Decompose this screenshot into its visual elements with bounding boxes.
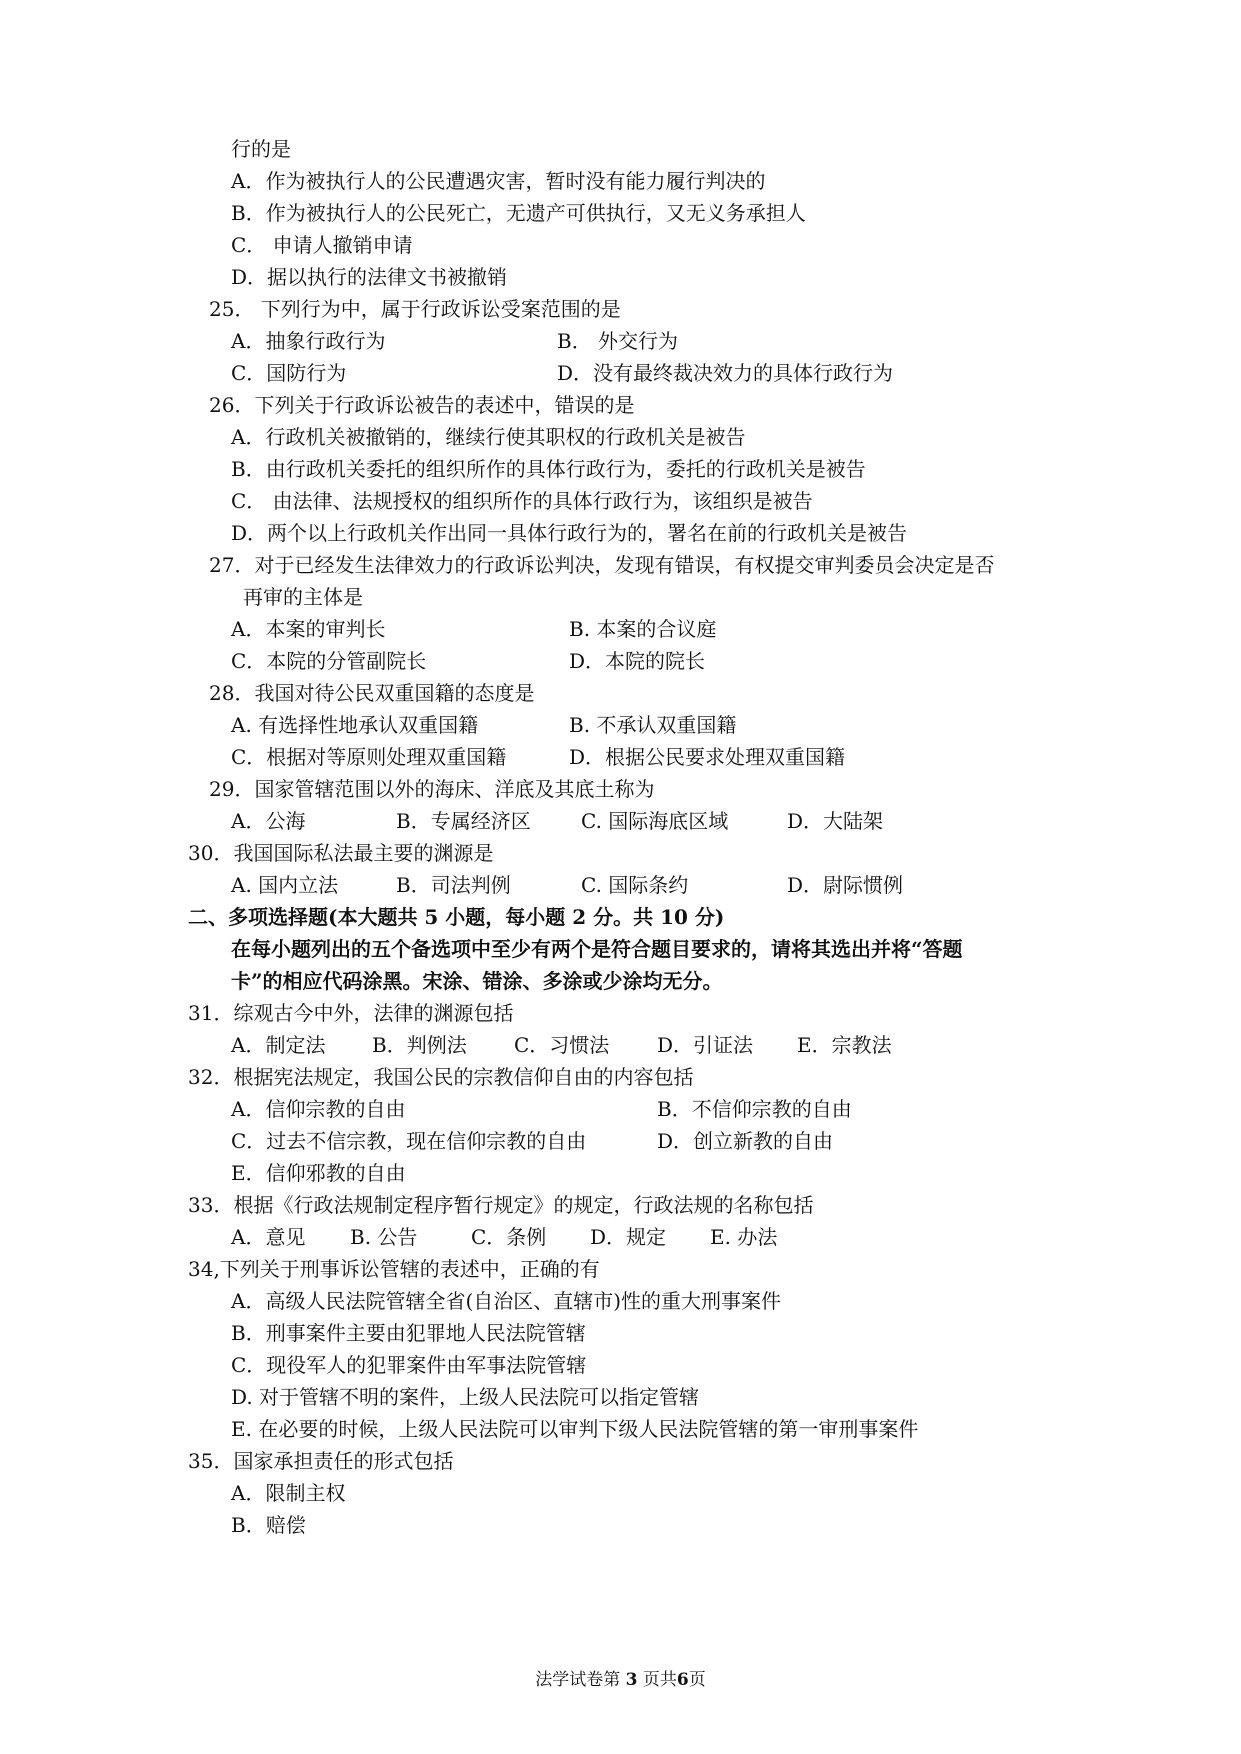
q33-option-d: D．规定 bbox=[590, 1225, 667, 1249]
q24-option-c: C． 申请人撤销申请 bbox=[231, 233, 413, 257]
q27-stem: 27．对于已经发生法律效力的行政诉讼判决，发现有错误，有权提交审判委员会决定是否 bbox=[209, 553, 995, 577]
q28-stem: 28．我国对待公民双重国籍的态度是 bbox=[209, 681, 535, 705]
footer-middle: 页共 bbox=[642, 1670, 677, 1690]
q24-option-a: A．作为被执行人的公民遭遇灾害，暂时没有能力履行判决的 bbox=[231, 169, 766, 193]
q31-option-b: B．判例法 bbox=[372, 1033, 467, 1057]
footer-page-number: 3 bbox=[625, 1670, 638, 1690]
q25-option-d: D．没有最终裁决效力的具体行政行为 bbox=[557, 361, 894, 385]
q26-stem: 26．下列关于行政诉讼被告的表述中，错误的是 bbox=[209, 393, 635, 417]
q32-option-d: D．创立新教的自由 bbox=[657, 1129, 834, 1153]
q27-stem-continuation: 再审的主体是 bbox=[243, 585, 363, 609]
q34-option-d: D. 对于管辖不明的案件，上级人民法院可以指定管辖 bbox=[231, 1385, 700, 1409]
q29-option-c: C. 国际海底区域 bbox=[581, 809, 729, 833]
q33-option-b: B. 公告 bbox=[350, 1225, 418, 1249]
q25-option-c: C．国防行为 bbox=[231, 361, 347, 385]
q28-option-a: A. 有选择性地承认双重国籍 bbox=[231, 713, 479, 737]
q30-stem: 30．我国国际私法最主要的渊源是 bbox=[188, 841, 494, 865]
q34-option-b: B．刑事案件主要由犯罪地人民法院管辖 bbox=[231, 1321, 586, 1345]
q25-stem: 25． 下列行为中，属于行政诉讼受案范围的是 bbox=[209, 297, 621, 321]
q35-option-a: A．限制主权 bbox=[231, 1481, 346, 1505]
q25-option-b: B． 外交行为 bbox=[557, 329, 679, 353]
q31-option-d: D．引证法 bbox=[657, 1033, 754, 1057]
q27-option-d: D．本院的院长 bbox=[569, 649, 706, 673]
q30-option-b: B．司法判例 bbox=[396, 873, 511, 897]
footer-suffix: 页 bbox=[688, 1670, 706, 1690]
q32-option-c: C．过去不信宗教，现在信仰宗教的自由 bbox=[231, 1129, 587, 1153]
q28-option-c: C．根据对等原则处理双重国籍 bbox=[231, 745, 507, 769]
q26-option-c: C． 由法律、法规授权的组织所作的具体行政行为，该组织是被告 bbox=[231, 489, 813, 513]
q25-option-a: A．抽象行政行为 bbox=[231, 329, 386, 353]
q28-option-b: B. 不承认双重国籍 bbox=[569, 713, 737, 737]
q28-option-d: D．根据公民要求处理双重国籍 bbox=[569, 745, 846, 769]
q27-option-c: C．本院的分管副院长 bbox=[231, 649, 427, 673]
footer-prefix: 法学试卷第 bbox=[535, 1670, 621, 1690]
q26-option-b: B．由行政机关委托的组织所作的具体行政行为，委托的行政机关是被告 bbox=[231, 457, 866, 481]
q24-stem-continuation: 行的是 bbox=[231, 137, 291, 161]
q33-option-c: C．条例 bbox=[471, 1225, 547, 1249]
q24-option-d: D．据以执行的法律文书被撤销 bbox=[231, 265, 508, 289]
q26-option-a: A．行政机关被撤销的，继续行使其职权的行政机关是被告 bbox=[231, 425, 746, 449]
q34-option-c: C．现役军人的犯罪案件由军事法院管辖 bbox=[231, 1353, 587, 1377]
section-2-instructions-line-2: 卡”的相应代码涂黑。宋涂、错涂、多涂或少涂均无分。 bbox=[231, 969, 723, 993]
q29-option-d: D．大陆架 bbox=[787, 809, 884, 833]
q31-option-a: A．制定法 bbox=[231, 1033, 326, 1057]
q33-option-e: E. 办法 bbox=[710, 1225, 778, 1249]
q30-option-a: A. 国内立法 bbox=[231, 873, 339, 897]
q31-option-c: C．习惯法 bbox=[514, 1033, 610, 1057]
q27-option-a: A．本案的审判长 bbox=[231, 617, 386, 641]
q32-option-a: A．信仰宗教的自由 bbox=[231, 1097, 406, 1121]
q29-stem: 29．国家管辖范围以外的海床、洋底及其底土称为 bbox=[209, 777, 655, 801]
q34-stem: 34,下列关于刑事诉讼管辖的表述中，正确的有 bbox=[188, 1257, 600, 1281]
q33-stem: 33．根据《行政法规制定程序暂行规定》的规定，行政法规的名称包括 bbox=[188, 1193, 814, 1217]
footer-total-pages: 6 bbox=[676, 1670, 689, 1690]
q32-option-b: B．不信仰宗教的自由 bbox=[657, 1097, 852, 1121]
q29-option-b: B．专属经济区 bbox=[396, 809, 531, 833]
q30-option-c: C. 国际条约 bbox=[581, 873, 689, 897]
page-footer bbox=[0, 1668, 1241, 1692]
q34-option-a: A．高级人民法院管辖全省(自治区、直辖市)性的重大刑事案件 bbox=[231, 1289, 782, 1313]
q27-option-b: B. 本案的合议庭 bbox=[569, 617, 717, 641]
q26-option-d: D．两个以上行政机关作出同一具体行政行为的，署名在前的行政机关是被告 bbox=[231, 521, 908, 545]
q24-option-b: B．作为被执行人的公民死亡，无遗产可供执行，又无义务承担人 bbox=[231, 201, 806, 225]
q32-stem: 32．根据宪法规定，我国公民的宗教信仰自由的内容包括 bbox=[188, 1065, 694, 1089]
section-2-heading: 二、多项选择题(本大题共 5 小题，每小题 2 分。共 10 分) bbox=[188, 905, 725, 929]
q31-stem: 31．综观古今中外，法律的渊源包括 bbox=[188, 1001, 514, 1025]
q29-option-a: A．公海 bbox=[231, 809, 306, 833]
q30-option-d: D．尉际惯例 bbox=[787, 873, 904, 897]
q35-option-b: B．赔偿 bbox=[231, 1513, 306, 1537]
q32-option-e: E．信仰邪教的自由 bbox=[231, 1161, 406, 1185]
q35-stem: 35．国家承担责任的形式包括 bbox=[188, 1449, 454, 1473]
section-2-instructions-line-1: 在每小题列出的五个备选项中至少有两个是符合题目要求的，请将其选出并将“答题 bbox=[231, 937, 963, 961]
q31-option-e: E．宗教法 bbox=[797, 1033, 892, 1057]
q33-option-a: A．意见 bbox=[231, 1225, 306, 1249]
q34-option-e: E. 在必要的时候，上级人民法院可以审判下级人民法院管辖的第一审刑事案件 bbox=[231, 1417, 919, 1441]
